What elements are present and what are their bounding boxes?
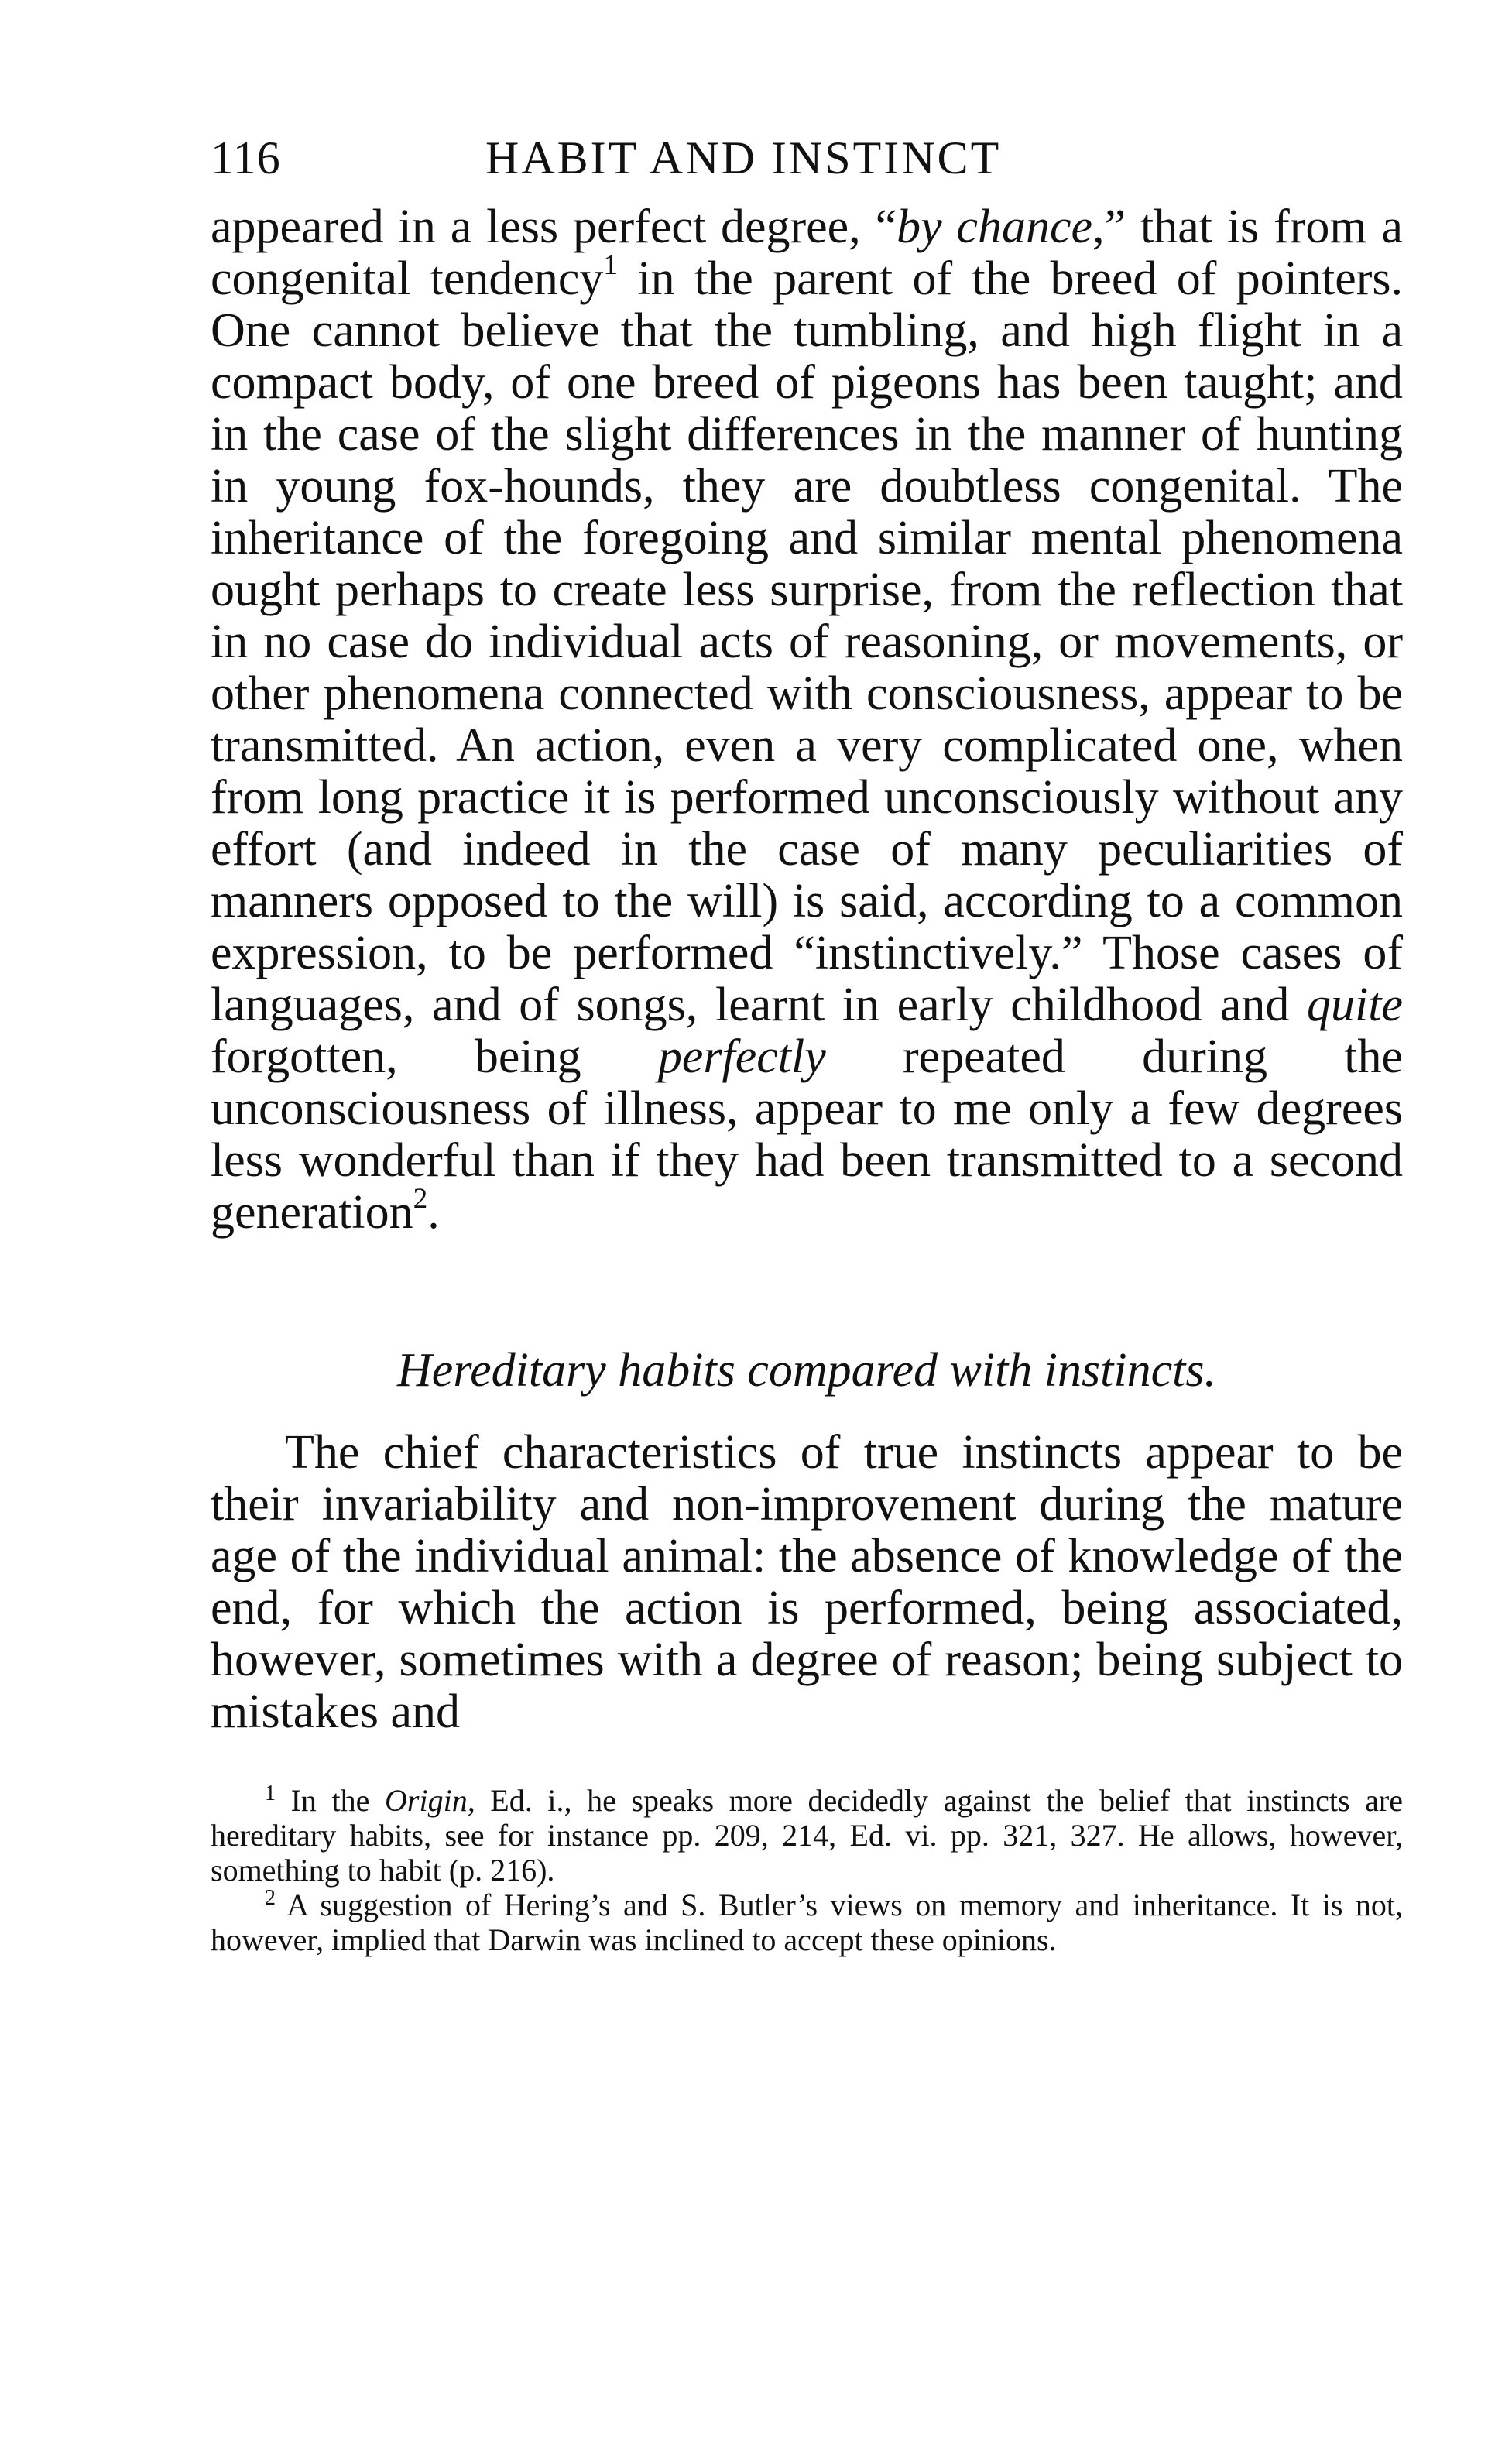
footnote-mark-2: 2 [265, 1886, 276, 1910]
italic-perfectly: perfectly [657, 1030, 826, 1083]
running-title: HABIT AND INSTINCT [485, 132, 1002, 183]
page-number: 116 [211, 132, 281, 183]
body-paragraph-2: The chief characteristics of true instincts appear to be their invariability and non-improvement during the mature age of the individual animal: the absence of knowledge of the end, for which the action is performed, being associated, however, sometimes with a degree of reason; being subject to mistakes and [211, 1426, 1403, 1738]
body-paragraph-1: appeared in a less perfect degree, “by chance,” that is from a congenital tendency$^1$ in the parent of the breed of pointers. One cannot believe that the tumbling, and high flight in a compact body, of one breed of pigeons has been taught; and in the case of the slight differences in the manner of hunting in young fox-hounds, they are doubtless congenital. The inheritance of the foregoing and similar mental phenomena ought perhaps to create less surprise, from the reflection that in no case do individual acts of reasoning, or movements, or other phenomena connected with consciousness, appear to be transmitted. An action, even a very complicated one, when from long practice it is performed unconsciously without any effort (and indeed in the case of many peculiarities of manners opposed to the will) is said, according to a common expression, to be performed “instinctively.” Those cases of languages, and of songs, learnt in early childhood and quite forgotten, being perfectly repeated during the unconsciousness of illness, appear to me only a few degrees less wonderful than if they had been transmitted to a second generation$^2$. [211, 201, 1404, 1239]
footnote-2: $^2$ A suggestion of Hering’s and S. Butler’s views on memory and inheritance. It is not, however, implied that Darwin was inclined to accept these opinions. [211, 1886, 1403, 1957]
footnotes [211, 1783, 1403, 1957]
footnote-ref-1: 1 [603, 249, 619, 281]
page-header [211, 116, 1403, 201]
footnote-mark-1: 1 [265, 1781, 276, 1805]
italic-quite: quite [1307, 979, 1403, 1031]
italic-origin: Origin, [385, 1783, 475, 1818]
section-heading: Hereditary habits compared with instincts. [397, 1344, 1216, 1397]
footnote-ref-2: 2 [413, 1182, 428, 1215]
book-page [211, 116, 1403, 1957]
footnote-1: $^1$ In the Origin, Ed. i., he speaks more decidedly against the belief that instincts are hereditary habits, see for instance pp. 209, 214, Ed. vi. pp. 321, 327. He allows, however, something to habit (p. 216). [211, 1781, 1403, 1888]
italic-by-chance: by chance, [897, 201, 1105, 253]
